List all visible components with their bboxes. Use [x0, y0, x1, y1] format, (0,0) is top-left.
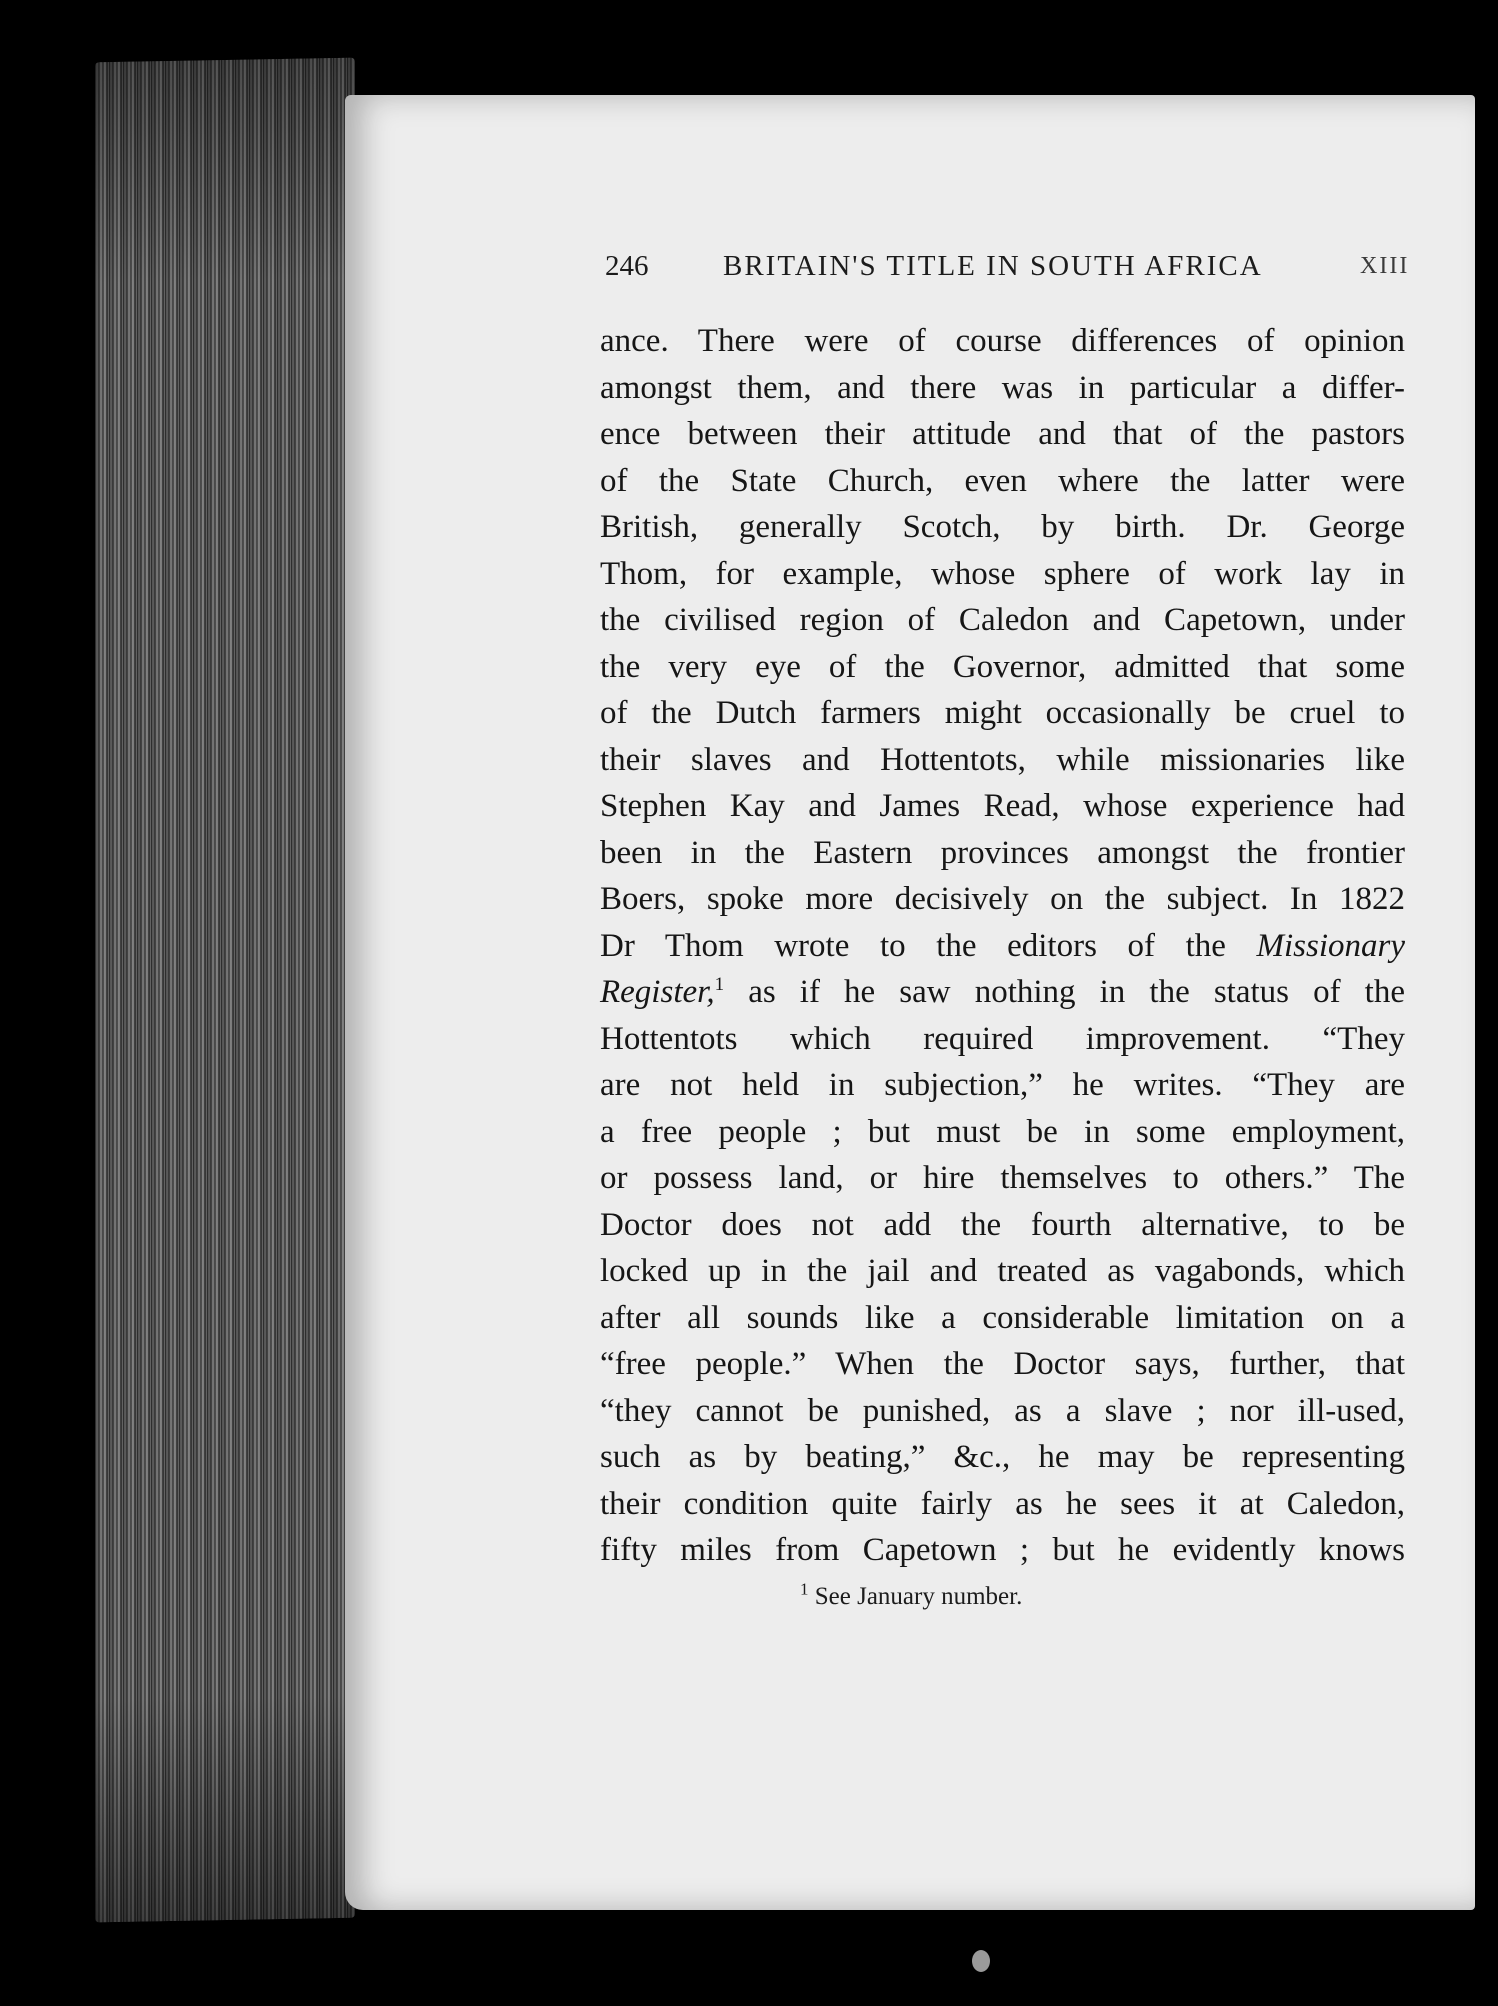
text-line: “they cannot be punished, as a slave ; nor ill-used, — [600, 1392, 1405, 1429]
footnote — [800, 1579, 1023, 1611]
text-line: after all sounds like a considerable limitation on a — [600, 1299, 1405, 1336]
footnote-text: See January number. — [814, 1583, 1023, 1610]
italic-title: Register, — [600, 974, 715, 1010]
text-line: Hottentots which required improvement. “They — [600, 1020, 1405, 1057]
text-line: their slaves and Hottentots, while missionaries like — [600, 741, 1405, 778]
text-line: Doctor does not add the fourth alternative, to be — [600, 1206, 1405, 1243]
text-line: ence between their attitude and that of the pastors — [600, 416, 1405, 452]
text-segment: as if he saw nothing in the status of the — [748, 974, 1405, 1010]
text-line: a free people ; but must be in some employment, — [600, 1113, 1405, 1150]
text-line: Thom, for example, whose sphere of work lay in — [600, 555, 1405, 592]
text-line: Boers, spoke more decisively on the subject. In 1822 — [600, 881, 1405, 917]
text-line: been in the Eastern provinces amongst the frontier — [600, 834, 1405, 871]
text-line: “free people.” When the Doctor says, further, that — [600, 1346, 1405, 1382]
running-head — [605, 250, 1410, 290]
text-line — [600, 969, 1405, 1016]
text-line: their condition quite fairly as he sees it at Caledon, — [600, 1485, 1405, 1522]
text-line: or possess land, or hire themselves to others.” The — [600, 1160, 1405, 1196]
text-line: the civilised region of Caledon and Capetown, under — [600, 602, 1405, 638]
book-fore-edge — [95, 58, 355, 1923]
text-line: of the Dutch farmers might occasionally be cruel to — [600, 695, 1405, 731]
italic-title: Missionary — [1256, 927, 1405, 964]
footnote-reference: 1 — [714, 974, 725, 995]
text-line: of the State Church, even where the latter were — [600, 462, 1405, 499]
text-line: Stephen Kay and James Read, whose experience had — [600, 788, 1405, 824]
text-segment: Dr Thom wrote to the editors of the — [600, 927, 1226, 964]
body-text — [600, 318, 1405, 1574]
text-line: such as by beating,” &c., he may be representing — [600, 1439, 1405, 1475]
text-line: the very eye of the Governor, admitted that some — [600, 648, 1405, 685]
text-line: fifty miles from Capetown ; but he evidently knows — [600, 1532, 1405, 1568]
text-line: ance. There were of course differences of opinion — [600, 323, 1405, 359]
text-line — [600, 923, 1405, 970]
text-line: locked up in the jail and treated as vagabonds, which — [600, 1253, 1405, 1289]
running-title: BRITAIN'S TITLE IN SOUTH AFRICA — [723, 250, 1263, 282]
text-line: are not held in subjection,” he writes. “They are — [600, 1067, 1405, 1103]
footnote-mark: 1 — [800, 1579, 809, 1599]
chapter-number: XIII — [1360, 253, 1410, 279]
page-number: 246 — [605, 250, 649, 282]
text-line: British, generally Scotch, by birth. Dr. George — [600, 509, 1405, 545]
scan-speck — [972, 1950, 990, 1972]
text-line: amongst them, and there was in particular a differ- — [600, 369, 1405, 406]
